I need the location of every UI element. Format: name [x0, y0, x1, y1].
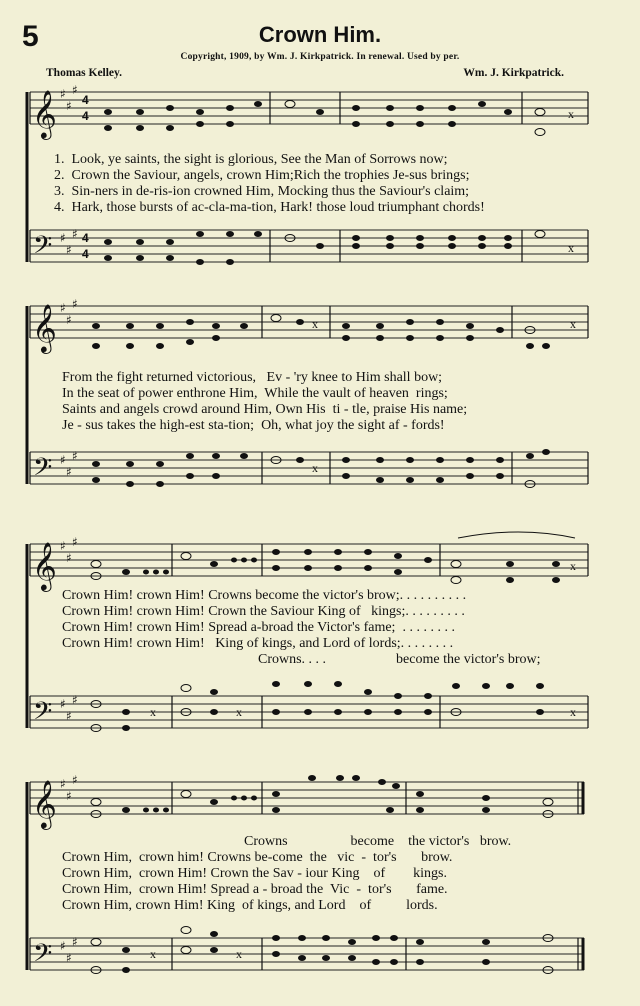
svg-text:x: x	[568, 241, 574, 255]
svg-text:♯: ♯	[60, 87, 66, 101]
svg-text:♯: ♯	[72, 297, 78, 311]
svg-text:♯: ♯	[66, 99, 72, 113]
svg-text:4: 4	[82, 109, 89, 123]
bass-clef-icon: 𝄢	[33, 231, 53, 266]
lyric-line: Crown Him! crown Him! Spread a-broad the Victor's fame; . . . . . . . .	[62, 620, 455, 635]
lyric-line: Crown Him, crown him! Crowns be-come the vic - tor's brow.	[62, 850, 453, 865]
lyric-line: 3. Sin-ners in de-ris-ion crowned Him, Mocking thus the Saviour's claim;	[54, 184, 470, 199]
treble-staff-2	[30, 297, 588, 354]
lyric-line: From the fight returned victorious, Ev - 'ry knee to Him shall bow;	[62, 370, 443, 385]
svg-text:♯: ♯	[60, 777, 66, 791]
svg-text:♯: ♯	[66, 951, 72, 965]
hymn-number: 5	[22, 20, 39, 53]
svg-text:♯: ♯	[60, 453, 66, 467]
lyric-line: Crown Him, crown Him! King of kings, and Lord of lords.	[62, 898, 438, 913]
copyright-notice: Copyright, 1909, by Wm. J. Kirkpatrick. In renewal. Used by per.	[180, 52, 460, 62]
lyric-line: Crown Him! crown Him! King of kings, and Lord of lords;. . . . . . . .	[62, 636, 454, 651]
svg-text:♯: ♯	[66, 709, 72, 723]
lyric-line: Crowns become the victor's brow.	[244, 834, 512, 849]
svg-text:♯: ♯	[72, 227, 78, 241]
svg-text:♯: ♯	[72, 449, 78, 463]
svg-text:♯: ♯	[66, 789, 72, 803]
bass-staff-2	[30, 449, 588, 488]
svg-text:♯: ♯	[66, 551, 72, 565]
treble-staff-3	[30, 532, 588, 592]
lyric-line: Crown Him, crown Him! Spread a - broad the Vic - tor's fame.	[62, 882, 448, 897]
svg-text:♯: ♯	[72, 773, 78, 787]
svg-text:♯: ♯	[72, 83, 78, 97]
lyric-line: Crown Him, crown Him! Crown the Sav - iour King of kings.	[62, 866, 447, 881]
svg-text:♯: ♯	[72, 935, 78, 949]
bass-staff-1	[30, 227, 588, 266]
svg-text:♯: ♯	[60, 301, 66, 315]
lyric-line: Crown Him! crown Him! Crowns become the victor's brow;. . . . . . . . . .	[62, 588, 467, 603]
bass-clef-icon: 𝄢	[33, 453, 53, 488]
svg-text:x: x	[312, 317, 318, 331]
svg-text:4: 4	[82, 247, 89, 261]
treble-clef-icon: 𝄞	[32, 779, 57, 828]
lyric-line: Crowns. . . . become the victor's brow;	[258, 652, 541, 667]
svg-text:♯: ♯	[66, 313, 72, 327]
svg-text:♯: ♯	[72, 535, 78, 549]
svg-text:x: x	[150, 947, 156, 961]
bass-staff-3	[30, 681, 588, 732]
svg-text:♯: ♯	[72, 693, 78, 707]
svg-text:♯: ♯	[60, 697, 66, 711]
svg-text:♯: ♯	[60, 539, 66, 553]
lyric-line: 1. Look, ye saints, the sight is glorious, See the Man of Sorrows now;	[54, 152, 448, 167]
svg-text:x: x	[570, 317, 576, 331]
treble-clef-icon: 𝄞	[32, 541, 57, 590]
svg-text:♯: ♯	[60, 231, 66, 245]
lyric-line: Crown Him! crown Him! Crown the Saviour King of kings;. . . . . . . . .	[62, 604, 465, 619]
bass-clef-icon: 𝄢	[33, 939, 53, 974]
svg-text:4: 4	[82, 231, 89, 245]
bass-clef-icon: 𝄢	[33, 697, 53, 732]
lyric-line: Saints and angels crowd around Him, Own His ti - tle, praise His name;	[62, 402, 468, 417]
lyric-line: Je - sus takes the high-est sta-tion; Oh, what joy the sight af - fords!	[62, 418, 445, 433]
svg-text:x: x	[236, 947, 242, 961]
treble-staff-1	[30, 83, 588, 140]
composer: Wm. J. Kirkpatrick.	[463, 67, 564, 79]
svg-text:x: x	[236, 705, 242, 719]
bass-staff-4	[30, 927, 584, 975]
hymn-title: Crown Him.	[258, 22, 382, 47]
svg-text:x: x	[150, 705, 156, 719]
treble-staff-4	[30, 773, 584, 830]
lyric-line: 4. Hark, those bursts of ac-cla-ma-tion, Hark! those loud triumphant chords!	[54, 200, 485, 215]
svg-text:x: x	[570, 559, 576, 573]
svg-text:♯: ♯	[60, 939, 66, 953]
lyric-line: In the seat of power enthrone Him, While the vault of heaven rings;	[62, 386, 448, 401]
lyric-line: 2. Crown the Saviour, angels, crown Him;Rich the trophies Je-sus brings;	[54, 168, 470, 183]
treble-clef-icon: 𝄞	[32, 89, 57, 138]
svg-text:x: x	[570, 705, 576, 719]
svg-text:4: 4	[82, 93, 89, 107]
lyricist: Thomas Kelley.	[46, 67, 123, 79]
svg-text:♯: ♯	[66, 243, 72, 257]
svg-text:♯: ♯	[66, 465, 72, 479]
svg-text:x: x	[312, 461, 318, 475]
svg-text:x: x	[568, 107, 574, 121]
treble-clef-icon: 𝄞	[32, 303, 57, 352]
